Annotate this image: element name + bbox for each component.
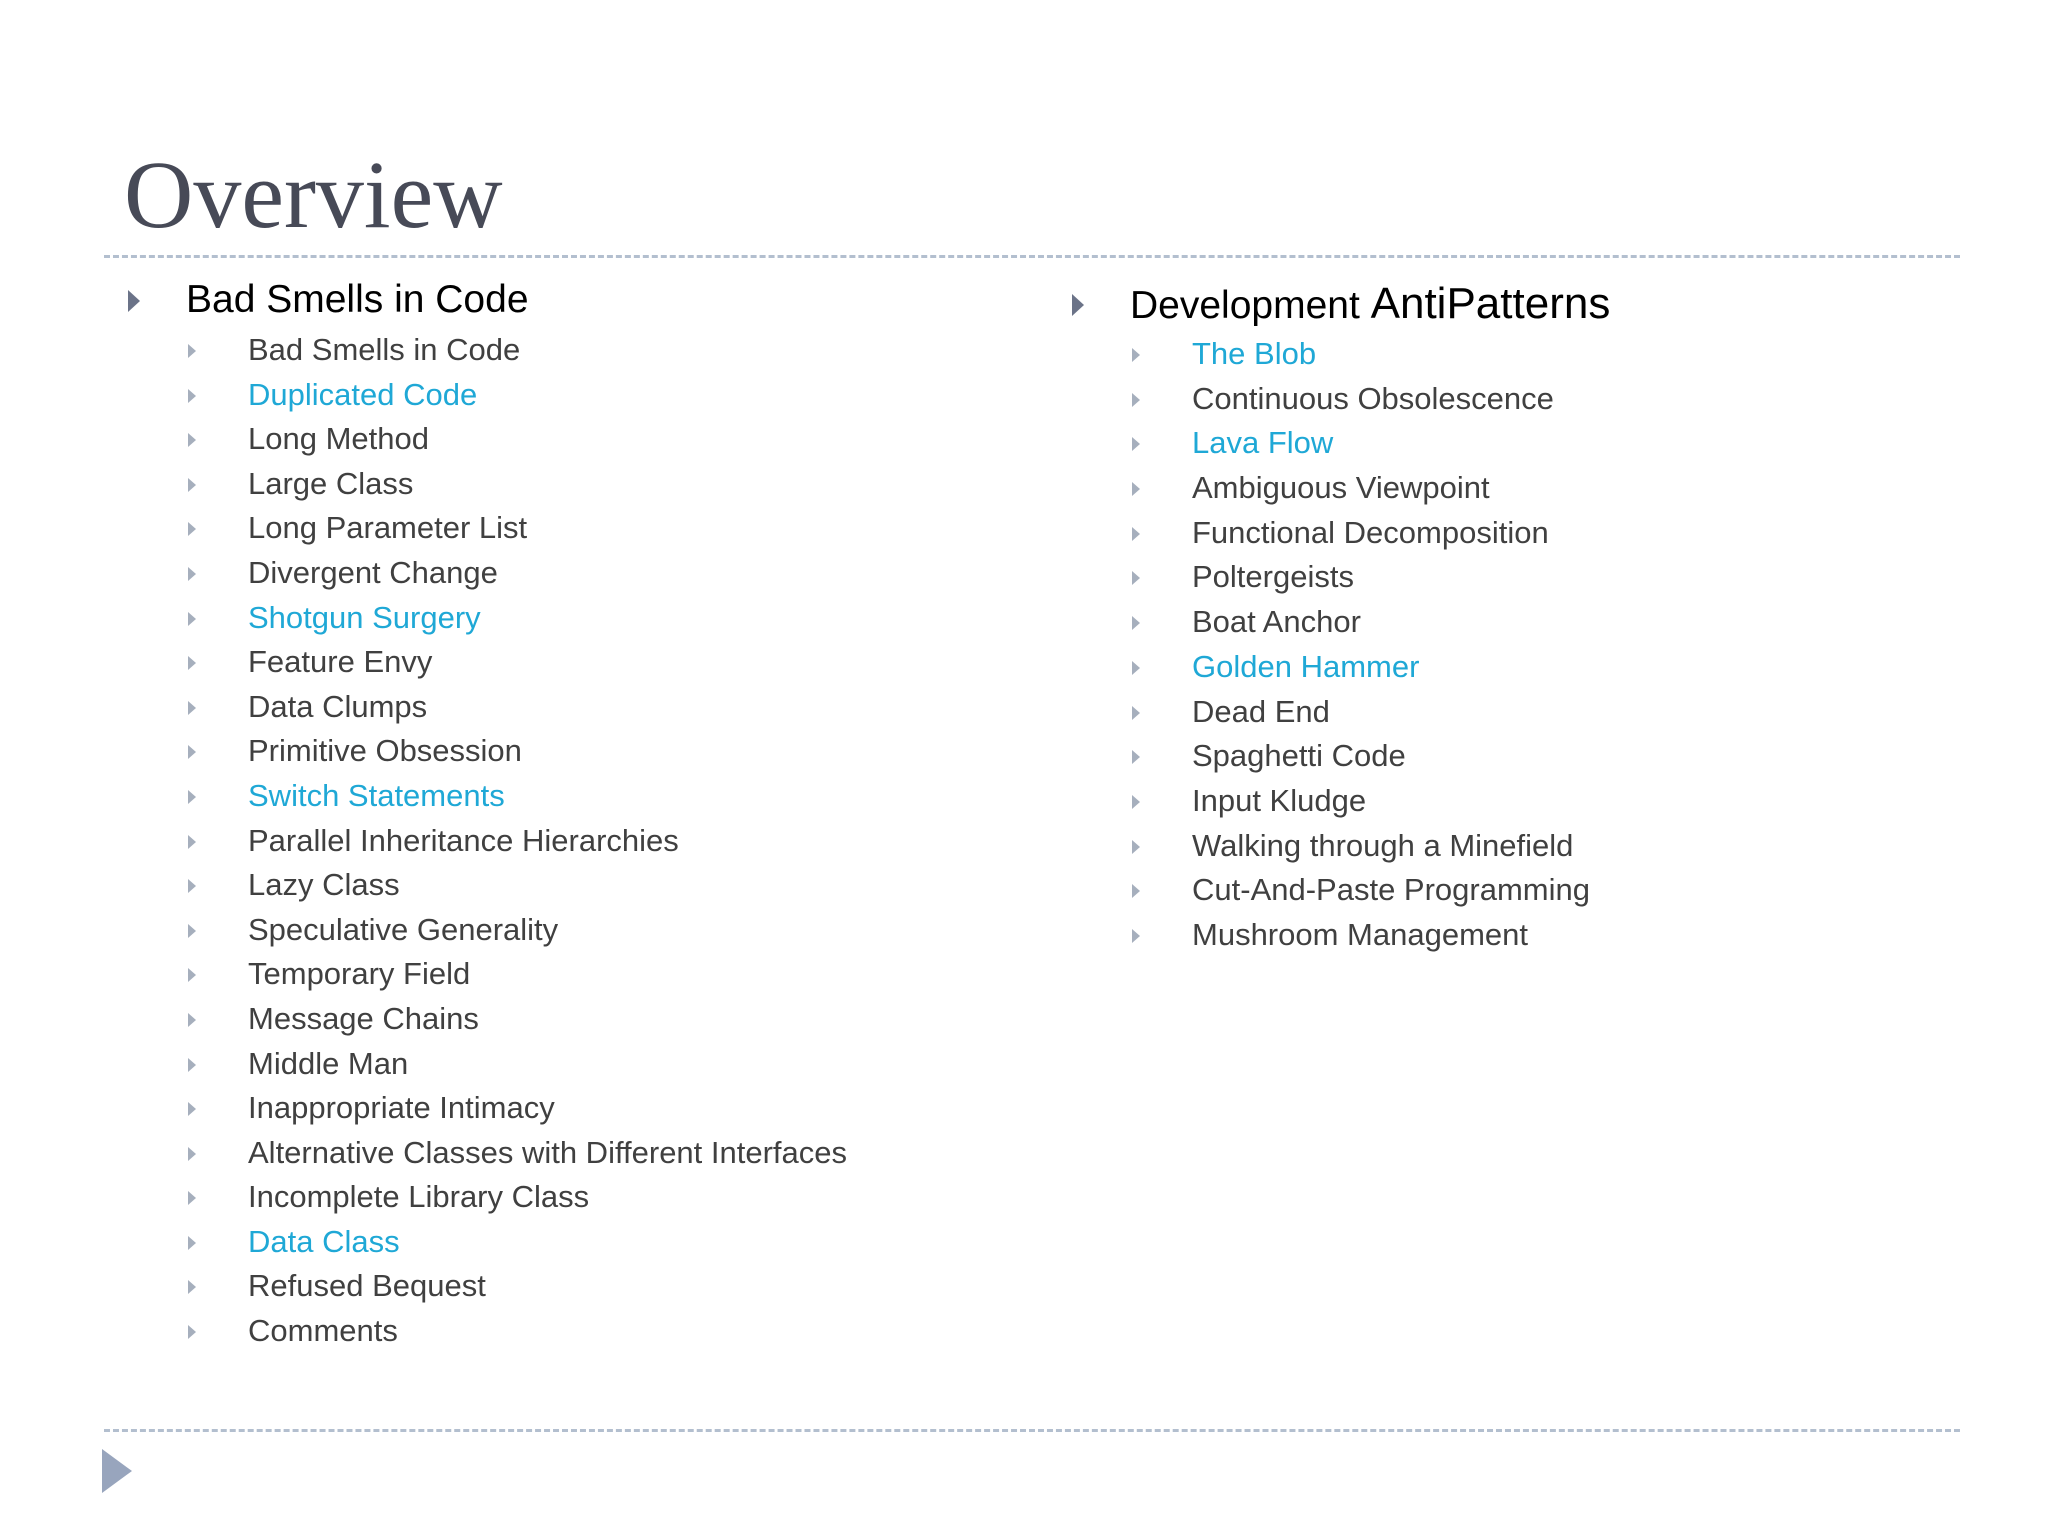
list-item <box>1064 466 1964 511</box>
list-item <box>1064 779 1964 824</box>
list-item <box>120 417 1020 462</box>
list-item-label[interactable]: Data Class <box>248 1223 400 1259</box>
list-item-link[interactable] <box>120 373 1020 418</box>
triangle-bullet-icon <box>1132 527 1140 541</box>
list-item <box>120 729 1020 774</box>
list-item-label: Inappropriate Intimacy <box>248 1090 555 1126</box>
triangle-bullet-icon <box>188 478 196 492</box>
list-item <box>120 640 1020 685</box>
left-column-header-label: Bad Smells in Code <box>186 278 529 321</box>
list-item <box>120 952 1020 997</box>
triangle-bullet-icon <box>188 567 196 581</box>
right-column-header-part2: AntiPatterns <box>1370 279 1611 328</box>
list-item-link[interactable] <box>1064 421 1964 466</box>
list-item-label: Poltergeists <box>1192 559 1354 595</box>
triangle-bullet-icon <box>188 344 196 358</box>
triangle-bullet-icon <box>1132 616 1140 630</box>
triangle-bullet-icon <box>1132 437 1140 451</box>
list-item <box>120 462 1020 507</box>
triangle-arrow-icon <box>102 1449 132 1493</box>
triangle-bullet-icon <box>1132 750 1140 764</box>
triangle-bullet-icon <box>188 701 196 715</box>
list-item-label[interactable]: Golden Hammer <box>1192 648 1420 684</box>
list-item-label: Data Clumps <box>248 688 428 724</box>
list-item-label[interactable]: Lava Flow <box>1192 425 1334 461</box>
triangle-bullet-icon <box>188 656 196 670</box>
triangle-bullet-icon <box>188 924 196 938</box>
triangle-bullet-icon <box>188 1191 196 1205</box>
list-item <box>1064 913 1964 958</box>
list-item <box>120 997 1020 1042</box>
list-item-label[interactable]: The Blob <box>1192 336 1317 371</box>
list-item <box>120 328 1020 373</box>
triangle-bullet-icon <box>188 1280 196 1294</box>
list-item-label: Feature Envy <box>248 644 433 680</box>
list-item <box>120 1131 1020 1176</box>
list-item <box>120 1264 1020 1309</box>
list-item <box>120 1175 1020 1220</box>
list-item-label: Spaghetti Code <box>1192 738 1406 774</box>
triangle-bullet-icon <box>188 835 196 849</box>
list-item-label: Cut-And-Paste Programming <box>1192 872 1590 908</box>
list-item-label: Alternative Classes with Different Interfaces <box>248 1134 848 1170</box>
triangle-bullet-icon <box>188 1236 196 1250</box>
triangle-bullet-icon <box>188 790 196 804</box>
triangle-bullet-icon <box>188 522 196 536</box>
list-item <box>1064 377 1964 422</box>
list-item <box>1064 600 1964 645</box>
top-divider <box>104 255 1960 258</box>
right-column-header <box>1064 276 1964 332</box>
list-item <box>120 551 1020 596</box>
triangle-bullet-icon <box>1132 706 1140 720</box>
list-item <box>1064 824 1964 869</box>
triangle-bullet-icon <box>128 290 140 312</box>
list-item <box>1064 690 1964 735</box>
list-item-label[interactable]: Shotgun Surgery <box>248 599 481 635</box>
triangle-bullet-icon <box>1132 661 1140 675</box>
list-item-label: Dead End <box>1192 693 1330 729</box>
list-item <box>1064 511 1964 556</box>
right-column-header-part1: Development <box>1130 284 1360 327</box>
right-column-list <box>1064 332 1964 958</box>
bottom-divider <box>104 1429 1960 1432</box>
list-item-label: Walking through a Minefield <box>1192 827 1574 863</box>
list-item-label: Continuous Obsolescence <box>1192 380 1554 416</box>
triangle-bullet-icon <box>1132 348 1140 362</box>
list-item <box>120 685 1020 730</box>
list-item-label: Long Method <box>248 421 429 457</box>
list-item <box>120 1042 1020 1087</box>
triangle-bullet-icon <box>1132 795 1140 809</box>
triangle-bullet-icon <box>1132 482 1140 496</box>
list-item <box>120 506 1020 551</box>
list-item-link[interactable] <box>1064 332 1964 377</box>
triangle-bullet-icon <box>1132 840 1140 854</box>
left-column-header <box>120 272 1020 328</box>
triangle-bullet-icon <box>1132 929 1140 943</box>
triangle-bullet-icon <box>1132 884 1140 898</box>
right-column <box>1064 276 1964 958</box>
triangle-bullet-icon <box>1132 571 1140 585</box>
list-item-label: Long Parameter List <box>248 510 528 546</box>
triangle-bullet-icon <box>1072 294 1084 316</box>
triangle-bullet-icon <box>188 1102 196 1116</box>
list-item <box>120 1309 1020 1354</box>
triangle-bullet-icon <box>188 1058 196 1072</box>
triangle-bullet-icon <box>188 389 196 403</box>
left-column-list <box>120 328 1020 1354</box>
triangle-bullet-icon <box>188 745 196 759</box>
list-item-label: Mushroom Management <box>1192 916 1528 952</box>
left-column <box>120 272 1020 1354</box>
triangle-bullet-icon <box>188 433 196 447</box>
slide-title: Overview <box>124 141 503 248</box>
list-item-label: Ambiguous Viewpoint <box>1192 470 1490 506</box>
list-item-label: Refused Bequest <box>248 1268 486 1304</box>
triangle-bullet-icon <box>188 879 196 893</box>
triangle-bullet-icon <box>188 968 196 982</box>
list-item-label: Primitive Obsession <box>248 733 522 769</box>
list-item-label: Speculative Generality <box>248 911 559 947</box>
list-item <box>120 819 1020 864</box>
list-item-label: Parallel Inheritance Hierarchies <box>248 822 679 858</box>
list-item-label: Message Chains <box>248 1000 479 1036</box>
list-item-label: Temporary Field <box>248 956 471 992</box>
list-item <box>120 908 1020 953</box>
list-item-label: Middle Man <box>248 1045 409 1081</box>
list-item-label: Large Class <box>248 465 414 501</box>
list-item-label: Divergent Change <box>248 554 498 590</box>
list-item-link[interactable] <box>120 774 1020 819</box>
triangle-bullet-icon <box>188 1325 196 1339</box>
triangle-bullet-icon <box>188 1147 196 1161</box>
list-item <box>1064 868 1964 913</box>
list-item <box>120 1086 1020 1131</box>
list-item-label[interactable]: Switch Statements <box>248 777 505 813</box>
triangle-bullet-icon <box>188 1013 196 1027</box>
list-item-label[interactable]: Duplicated Code <box>248 376 478 412</box>
list-item-label: Bad Smells in Code <box>248 332 521 367</box>
list-item-label: Lazy Class <box>248 867 400 903</box>
list-item <box>1064 734 1964 779</box>
list-item-label: Functional Decomposition <box>1192 514 1549 550</box>
list-item-link[interactable] <box>120 1220 1020 1265</box>
list-item-label: Boat Anchor <box>1192 604 1361 640</box>
list-item-label: Input Kludge <box>1192 782 1367 818</box>
list-item <box>1064 555 1964 600</box>
list-item-link[interactable] <box>120 596 1020 641</box>
list-item-label: Incomplete Library Class <box>248 1179 590 1215</box>
list-item-label: Comments <box>248 1313 398 1349</box>
triangle-bullet-icon <box>188 612 196 626</box>
triangle-bullet-icon <box>1132 393 1140 407</box>
list-item-link[interactable] <box>1064 645 1964 690</box>
list-item <box>120 863 1020 908</box>
